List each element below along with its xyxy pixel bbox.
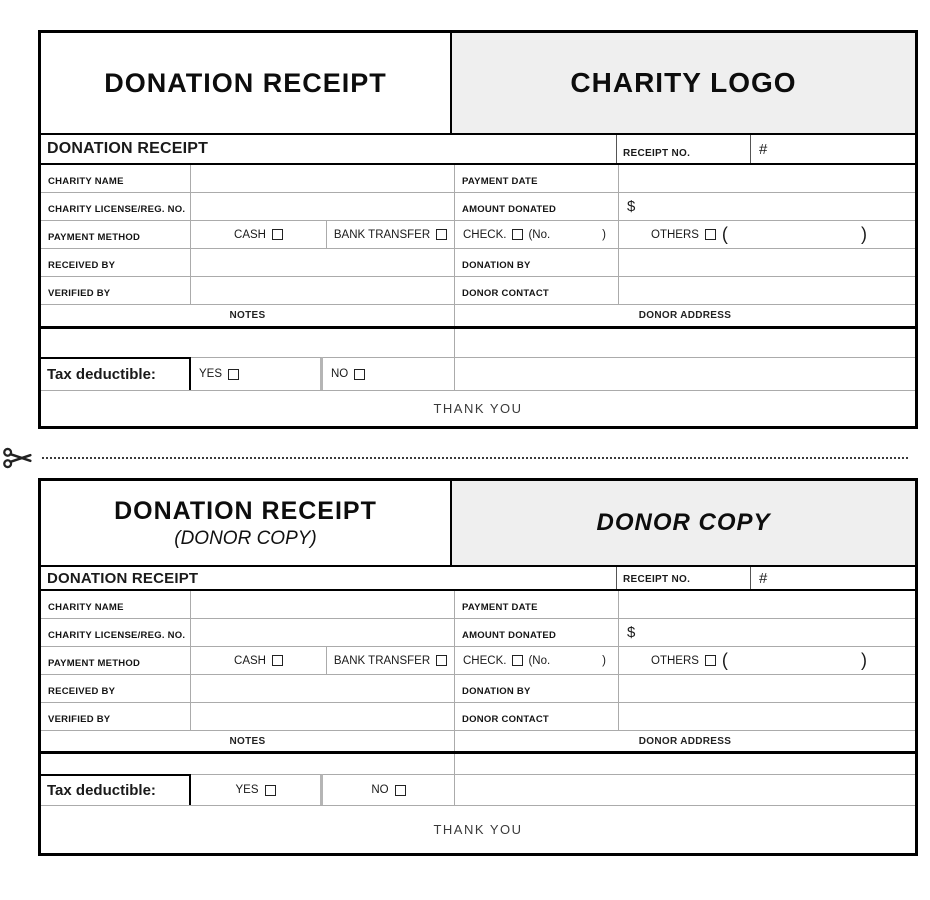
notes-input[interactable]	[41, 329, 455, 357]
no-checkbox-icon[interactable]	[354, 369, 365, 380]
charity-name-label: CHARITY NAME	[41, 591, 191, 618]
tax-deductible-row	[41, 774, 915, 805]
check-no-suffix: )	[602, 654, 606, 667]
donor-address-header: DONOR ADDRESS	[638, 310, 732, 321]
check-no-prefix: (No.	[528, 654, 551, 667]
bank-transfer-label: BANK TRANSFER	[333, 228, 431, 241]
others-label: OTHERS	[651, 654, 699, 667]
donation-by-input[interactable]	[619, 249, 915, 276]
payment-date-input[interactable]	[619, 165, 915, 192]
charity-license-input[interactable]	[191, 193, 455, 220]
yes-label: YES	[199, 368, 223, 380]
others-option[interactable]	[619, 647, 915, 674]
charity-name-input[interactable]	[191, 165, 455, 192]
payment-method-row	[41, 647, 915, 675]
receipt-no-value[interactable]: #	[759, 140, 768, 158]
notes-blank-row	[41, 329, 915, 357]
receipt-banner-title: DONATION RECEIPT	[104, 67, 387, 98]
scissors-icon	[2, 444, 38, 472]
received-by-label: RECEIVED BY	[41, 249, 191, 276]
others-checkbox-icon[interactable]	[705, 229, 716, 240]
charity-license-label: CHARITY LICENSE/REG. NO.	[41, 619, 191, 646]
check-no-suffix: )	[602, 228, 606, 241]
donor-address-input[interactable]	[455, 329, 915, 357]
check-checkbox-icon[interactable]	[512, 229, 523, 240]
donation-by-label: DONATION BY	[455, 249, 619, 276]
others-paren-close: )	[861, 224, 867, 244]
donor-contact-label: DONOR CONTACT	[455, 277, 619, 304]
amount-donated-label: AMOUNT DONATED	[455, 193, 619, 220]
donor-copy-text: DONOR COPY	[596, 509, 771, 536]
check-no-prefix: (No.	[528, 228, 551, 241]
charity-name-row	[41, 165, 915, 193]
cash-label: CASH	[234, 654, 266, 667]
payment-date-label: PAYMENT DATE	[455, 591, 619, 618]
no-label: NO	[371, 784, 389, 796]
tax-rest-cell	[455, 357, 915, 390]
bank-transfer-label: BANK TRANSFER	[333, 654, 431, 667]
dotted-cut-line	[42, 457, 908, 459]
tax-rest-cell	[455, 774, 915, 805]
others-paren-open: (	[721, 224, 728, 244]
cash-label: CASH	[234, 228, 266, 241]
charity-license-row	[41, 193, 915, 221]
receipt-banner-title: DONATION RECEIPT	[114, 496, 377, 525]
charity-name-input[interactable]	[191, 591, 455, 618]
no-checkbox-icon[interactable]	[395, 785, 406, 796]
donor-contact-input[interactable]	[619, 703, 915, 730]
notes-header: NOTES	[41, 731, 455, 751]
thank-you-row	[41, 805, 915, 853]
receipt-no-label: RECEIPT NO.	[617, 567, 751, 589]
charity-license-label: CHARITY LICENSE/REG. NO.	[41, 193, 191, 220]
yes-label: YES	[235, 784, 259, 796]
cash-checkbox-icon[interactable]	[272, 655, 283, 666]
verified-by-row	[41, 703, 915, 731]
verified-by-label: VERIFIED BY	[41, 277, 191, 304]
others-paren-open: (	[721, 650, 728, 670]
yes-checkbox-icon[interactable]	[228, 369, 239, 380]
section-title: DONATION RECEIPT	[41, 135, 617, 163]
receipt-banner-subtitle: (DONOR COPY)	[174, 527, 317, 549]
donation-by-input[interactable]	[619, 675, 915, 702]
section-title-row	[41, 133, 915, 165]
cash-option[interactable]	[191, 221, 327, 248]
amount-donated-label: AMOUNT DONATED	[455, 619, 619, 646]
check-option[interactable]	[455, 221, 619, 248]
receipt-donor-copy	[38, 478, 918, 856]
others-paren-close: )	[861, 650, 867, 670]
notes-header-row	[41, 731, 915, 754]
currency-symbol: $	[627, 198, 636, 215]
no-label: NO	[331, 368, 349, 380]
donor-address-header: DONOR ADDRESS	[638, 735, 732, 747]
charity-license-input[interactable]	[191, 619, 455, 646]
receipt-no-value[interactable]: #	[759, 569, 768, 587]
check-checkbox-icon[interactable]	[512, 655, 523, 666]
payment-method-label: PAYMENT METHOD	[41, 221, 191, 248]
check-option[interactable]	[455, 647, 619, 674]
check-label: CHECK.	[463, 654, 507, 667]
verified-by-input[interactable]	[191, 277, 455, 304]
thank-you-row	[41, 390, 915, 426]
notes-header: NOTES	[41, 305, 455, 326]
others-checkbox-icon[interactable]	[705, 655, 716, 666]
tax-deductible-row	[41, 357, 915, 390]
cash-option[interactable]	[191, 647, 327, 674]
banner-title-cell	[41, 481, 450, 565]
thank-you-text: THANK YOU	[433, 401, 523, 416]
cash-checkbox-icon[interactable]	[272, 229, 283, 240]
others-option[interactable]	[619, 221, 915, 248]
tax-no-option[interactable]	[323, 357, 455, 390]
received-by-row	[41, 675, 915, 703]
charity-name-row	[41, 591, 915, 619]
tax-yes-option[interactable]	[191, 774, 323, 805]
verified-by-row	[41, 277, 915, 305]
charity-license-row	[41, 619, 915, 647]
bank-transfer-checkbox-icon[interactable]	[436, 655, 447, 666]
donor-address-input[interactable]	[455, 754, 915, 774]
donor-copy-box	[450, 481, 915, 565]
others-label: OTHERS	[651, 228, 699, 241]
bank-transfer-checkbox-icon[interactable]	[436, 229, 447, 240]
charity-logo-text: CHARITY LOGO	[570, 67, 797, 98]
thank-you-text: THANK YOU	[433, 822, 523, 837]
notes-header-row	[41, 305, 915, 329]
currency-symbol: $	[627, 624, 636, 641]
donor-contact-input[interactable]	[619, 277, 915, 304]
payment-method-row	[41, 221, 915, 249]
notes-input[interactable]	[41, 754, 455, 774]
donation-by-label: DONATION BY	[455, 675, 619, 702]
tax-deductible-label: Tax deductible:	[41, 774, 191, 805]
charity-logo-box	[450, 33, 915, 133]
verified-by-input[interactable]	[191, 703, 455, 730]
section-title-row	[41, 565, 915, 591]
section-title: DONATION RECEIPT	[41, 567, 617, 589]
amount-donated-input[interactable]	[619, 193, 915, 220]
bank-transfer-option[interactable]	[327, 221, 455, 248]
payment-date-label: PAYMENT DATE	[455, 165, 619, 192]
tax-yes-option[interactable]	[191, 357, 323, 390]
banner-row	[41, 33, 915, 133]
payment-date-input[interactable]	[619, 591, 915, 618]
bank-transfer-option[interactable]	[327, 647, 455, 674]
notes-blank-row	[41, 754, 915, 774]
received-by-label: RECEIVED BY	[41, 675, 191, 702]
received-by-row	[41, 249, 915, 277]
banner-title-cell	[41, 33, 450, 133]
tax-deductible-label: Tax deductible:	[41, 357, 191, 390]
amount-donated-input[interactable]	[619, 619, 915, 646]
charity-name-label: CHARITY NAME	[41, 165, 191, 192]
donor-contact-label: DONOR CONTACT	[455, 703, 619, 730]
banner-row	[41, 481, 915, 565]
tax-no-option[interactable]	[323, 774, 455, 805]
received-by-input[interactable]	[191, 675, 455, 702]
verified-by-label: VERIFIED BY	[41, 703, 191, 730]
cut-line	[0, 442, 930, 474]
check-label: CHECK.	[463, 228, 507, 241]
yes-checkbox-icon[interactable]	[265, 785, 276, 796]
received-by-input[interactable]	[191, 249, 455, 276]
receipt-no-label: RECEIPT NO.	[617, 135, 751, 163]
receipt-charity-copy	[38, 30, 918, 429]
payment-method-label: PAYMENT METHOD	[41, 647, 191, 674]
